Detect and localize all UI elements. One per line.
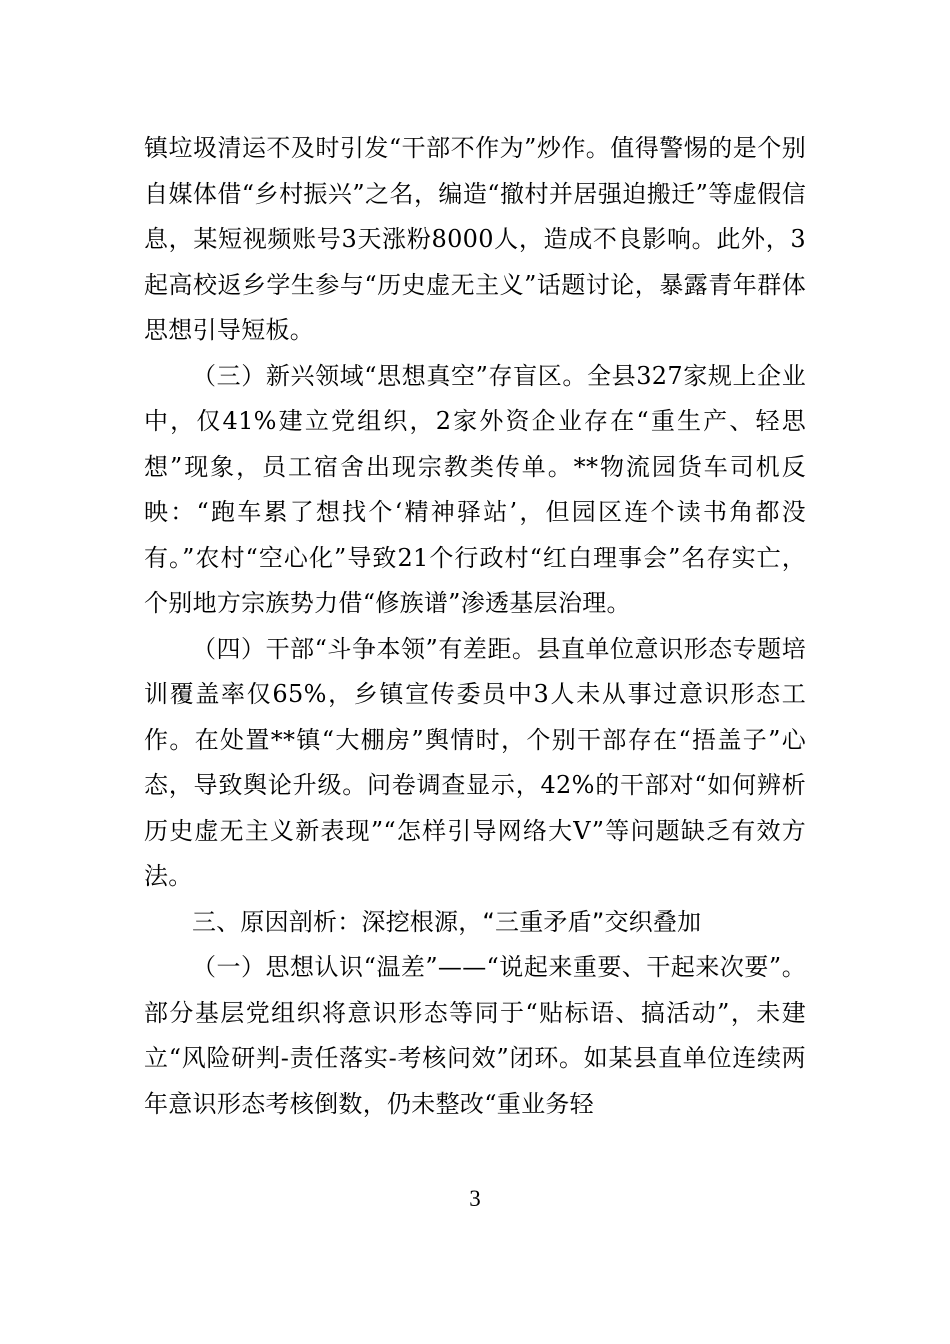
page-number: 3: [469, 1186, 481, 1211]
paragraph-text: 全县327家规上企业中，仅41%建立党组织，2家外资企业存在“重生产、轻思想”现象，员工宿舍出现宗教类传单。**物流园货车司机反映：“跑车累了想找个‘精神驿站’，但园区连个读书角都没有。”农村“空心化”导致21个行政村“红白理事会”名存实亡，个别地方宗族势力借“修族谱”渗透基层治理。: [144, 361, 806, 617]
body-text: [144, 126, 806, 1127]
paragraph-section-3: [144, 354, 806, 627]
paragraph-text: 县直单位意识形态专题培训覆盖率仅65%，乡镇宣传委员中3人未从事过意识形态工作。在处置**镇“大棚房”舆情时，个别干部存在“捂盖子”心态，导致舆论升级。问卷调查显示，42%的干部对“如何辨析历史虚无主义新表现”“怎样引导网络大V”等问题缺乏有效方法。: [144, 634, 806, 890]
paragraph-section-4: [144, 627, 806, 900]
chapter-heading-text: 三、原因剖析：深挖根源，“三重矛盾”交织叠加: [192, 907, 702, 936]
section-heading-4: （四）干部“斗争本领”有差距。: [192, 634, 537, 663]
paragraph-text: 镇垃圾清运不及时引发“干部不作为”炒作。值得警惕的是个别自媒体借“乡村振兴”之名，编造“撤村并居强迫搬迁”等虚假信息，某短视频账号3天涨粉8000人，造成不良影响。此外，3起高校返乡学生参与“历史虚无主义”话题讨论，暴露青年群体思想引导短板。: [144, 134, 806, 344]
chapter-heading: [144, 900, 806, 946]
paragraph-text: 部分基层党组织将意识形态等同于“贴标语、搞活动”，未建立“风险研判-责任落实-考核问效”闭环。如某县直单位连续两年意识形态考核倒数，仍未整改“重业务轻: [144, 998, 806, 1118]
section-heading-3: （三）新兴领域“思想真空”存盲区。: [192, 361, 587, 390]
paragraph-subsection-1: [144, 945, 806, 1127]
subsection-heading-1: （一）思想认识“温差”——“说起来重要、干起来次要”。: [192, 953, 806, 981]
paragraph-continuation: [144, 126, 806, 354]
